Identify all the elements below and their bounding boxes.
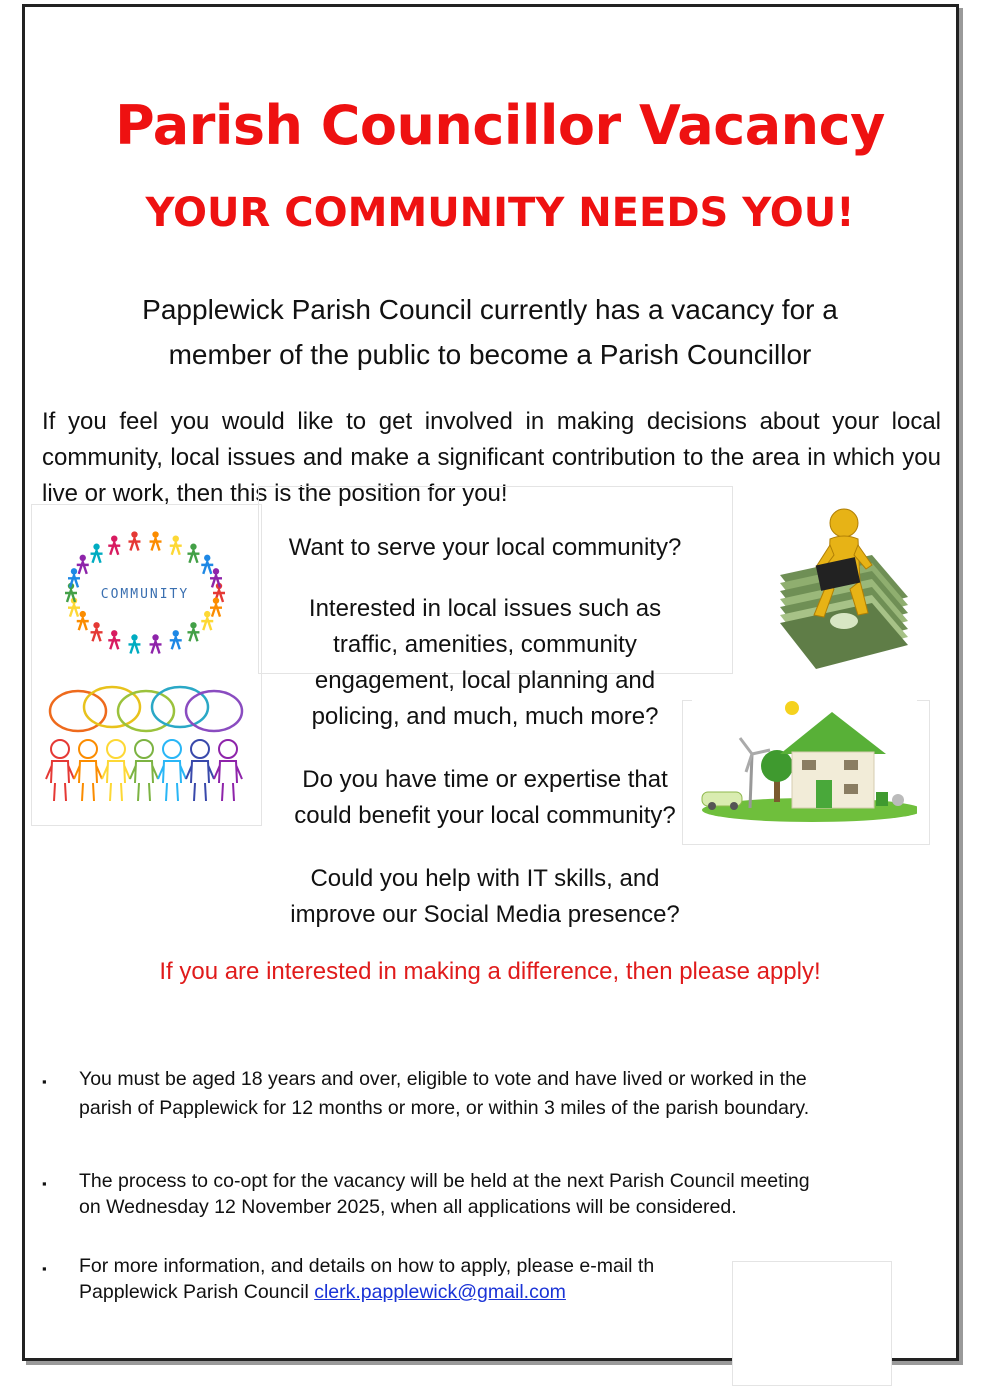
person-body: [186, 761, 214, 801]
question-line: policing, and much, much more?: [311, 703, 659, 730]
person-head: [51, 740, 69, 758]
question-line: Interested in local issues such as: [308, 595, 662, 622]
ring-person-body: [150, 539, 162, 551]
person-head: [219, 740, 237, 758]
person-head: [163, 740, 181, 758]
figure-on-money-icon: [772, 505, 912, 673]
community-label: COMMUNITY: [100, 587, 190, 602]
bullet-icon: ▪: [42, 1176, 47, 1191]
ring-person-body: [91, 551, 103, 563]
list-item-line: on Wednesday 12 November 2025, when all applications will be considered.: [79, 1196, 737, 1218]
ring-person-body: [77, 562, 89, 574]
question-line: Do you have time or expertise that: [302, 766, 668, 793]
question-line: traffic, amenities, community: [333, 631, 637, 658]
ring-person-body: [170, 637, 182, 649]
list-item: [42, 1066, 932, 1121]
ring-person-body: [108, 543, 120, 555]
ring-person-body: [128, 539, 140, 551]
question-it-skills: [250, 861, 720, 933]
person-body: [74, 761, 102, 801]
list-item-line: parish of Papplewick for 12 months or more, or within 3 miles of the parish boundary.: [79, 1097, 810, 1119]
question-line: could benefit your local community?: [294, 802, 676, 829]
overlay-box: [732, 1261, 892, 1386]
lead-line: Papplewick Parish Council currently has a vacancy for a: [142, 294, 838, 325]
question-line: engagement, local planning and: [314, 667, 656, 694]
bullet-icon: ▪: [42, 1074, 47, 1089]
ring-person-body: [187, 551, 199, 563]
call-to-action: If you are interested in making a difference, then please apply!: [159, 958, 821, 985]
ring-person-body: [77, 618, 89, 630]
ring-person-body: [68, 605, 80, 617]
question-line: improve our Social Media presence?: [290, 901, 680, 928]
ring-person-body: [108, 637, 120, 649]
person-body: [214, 761, 242, 801]
page-subtitle: YOUR COMMUNITY NEEDS YOU!: [145, 190, 855, 236]
page-title: Parish Councillor Vacancy: [115, 94, 885, 157]
person-head: [135, 740, 153, 758]
bullet-icon: ▪: [42, 1261, 47, 1276]
person-body: [130, 761, 158, 801]
person-body: [46, 761, 74, 801]
ring-person-body: [210, 605, 222, 617]
question-local-issues: [250, 591, 720, 735]
intro-paragraph: If you feel you would like to get involved in making decisions about your local community, local issues and make a significant contribution to the area in which you live or work, then this is the position for you!: [42, 408, 941, 507]
list-item-line: The process to co-opt for the vacancy will be held at the next Parish Council meeting: [79, 1170, 810, 1192]
speech-bubble-people-icon: [42, 683, 252, 808]
community-ring-icon: [55, 515, 235, 665]
email-link[interactable]: clerk.papplewick@gmail.com: [314, 1281, 566, 1303]
person-body: [158, 761, 186, 801]
list-item-line: For more information, and details on how to apply, please e-mail th: [79, 1255, 655, 1277]
question-serve: Want to serve your local community?: [288, 534, 682, 561]
lead-paragraph: [50, 287, 930, 377]
ring-person-body: [201, 562, 213, 574]
person-body: [102, 761, 130, 801]
person-head: [107, 740, 125, 758]
question-expertise: [250, 762, 720, 834]
ring-person-body: [201, 618, 213, 630]
ring-person-body: [170, 543, 182, 555]
list-item-line: Papplewick Parish Council: [79, 1281, 315, 1303]
list-item-line: You must be aged 18 years and over, eligible to vote and have lived or worked in the: [79, 1068, 807, 1090]
person-head: [79, 740, 97, 758]
list-item: [42, 1168, 932, 1220]
question-line: Could you help with IT skills, and: [310, 865, 660, 892]
lead-line: member of the public to become a Parish Councillor: [168, 339, 812, 370]
ring-person-body: [128, 641, 140, 653]
ring-person-body: [150, 641, 162, 653]
eco-house-icon: [692, 698, 917, 826]
ring-person-body: [91, 629, 103, 641]
person-head: [191, 740, 209, 758]
ring-person-body: [187, 629, 199, 641]
